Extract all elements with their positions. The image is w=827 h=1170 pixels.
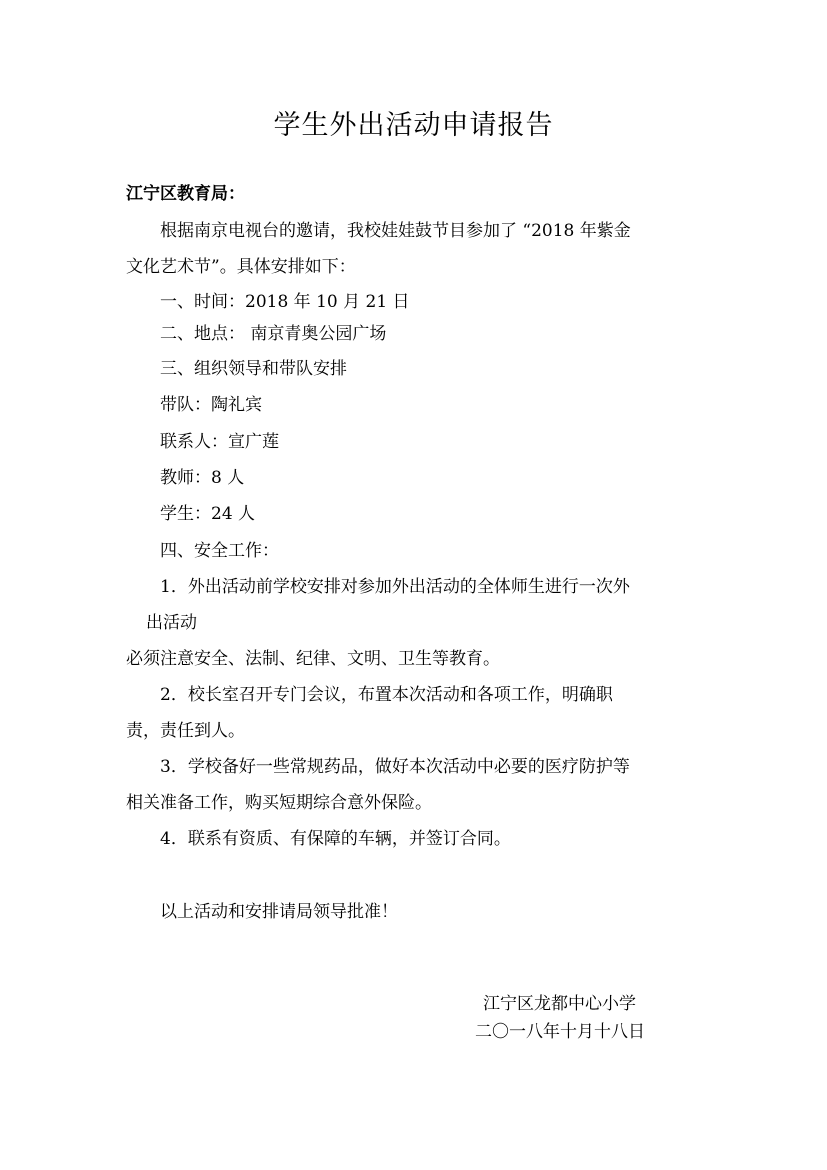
safety-item-4-line-1: 4．联系有资质、有保障的车辆，并签订合同。 xyxy=(160,829,511,849)
place-line: 二、地点： 南京青奥公园广场 xyxy=(160,324,387,344)
contact-line: 联系人：宣广莲 xyxy=(160,432,279,452)
students-line: 学生：24 人 xyxy=(160,504,256,524)
signature-school: 江宁区龙都中心小学 xyxy=(483,994,636,1014)
org-heading: 三、组织领导和带队安排 xyxy=(160,359,347,379)
signature-date: 二〇一八年十月十八日 xyxy=(475,1022,645,1042)
safety-item-3-line-1: 3．学校备好一些常规药品，做好本次活动中必要的医疗防护等 xyxy=(160,757,630,777)
addressee: 江宁区教育局： xyxy=(126,184,245,204)
safety-item-1-line-3: 必须注意安全、法制、纪律、文明、卫生等教育。 xyxy=(126,649,500,669)
closing-request: 以上活动和安排请局领导批准！ xyxy=(160,902,398,922)
intro-line-2: 文化艺术节”。具体安排如下： xyxy=(126,257,356,277)
document-title: 学生外出活动申请报告 xyxy=(273,110,554,141)
safety-heading: 四、安全工作： xyxy=(160,541,279,561)
intro-line-1: 根据南京电视台的邀请，我校娃娃鼓节目参加了 “2018 年紫金 xyxy=(160,221,631,241)
time-line: 一、时间：2018 年 10 月 21 日 xyxy=(160,292,410,312)
safety-item-3-line-2: 相关准备工作，购买短期综合意外保险。 xyxy=(126,793,432,813)
safety-item-1-line-1: 1．外出活动前学校安排对参加外出活动的全体师生进行一次外 xyxy=(160,577,630,597)
teachers-line: 教师：8 人 xyxy=(160,468,245,488)
safety-item-2-line-2: 责，责任到人。 xyxy=(126,721,245,741)
safety-item-2-line-1: 2．校长室召开专门会议，布置本次活动和各项工作，明确职 xyxy=(160,685,613,705)
safety-item-1-line-2: 出活动 xyxy=(146,613,197,633)
leader-line: 带队：陶礼宾 xyxy=(160,395,262,415)
